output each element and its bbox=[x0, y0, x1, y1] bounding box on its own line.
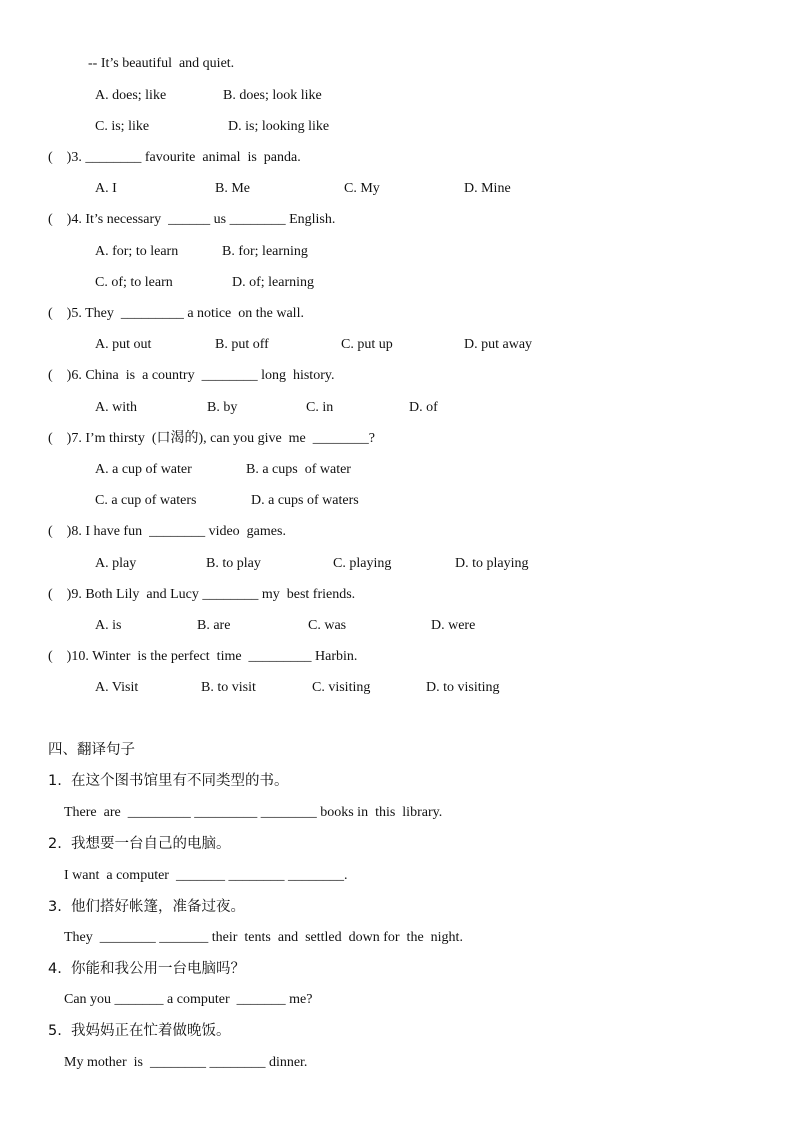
option-b: B. to play bbox=[206, 556, 261, 571]
question-9: ( )9. Both Lily and Lucy ________ my best friends. bbox=[48, 587, 356, 602]
option-b: B. a cups of water bbox=[246, 462, 351, 477]
option-d: D. of; learning bbox=[232, 275, 315, 290]
question-8: ( )8. I have fun ________ video games. bbox=[48, 524, 286, 539]
option-a: A. does; like bbox=[95, 88, 167, 103]
dialogue-answer: -- It’s beautiful and quiet. bbox=[88, 56, 235, 71]
option-a: A. for; to learn bbox=[95, 244, 179, 259]
translation-prompt-1: 1. 在这个图书馆里有不同类型的书。 bbox=[48, 773, 289, 789]
option-c: C. My bbox=[344, 181, 380, 196]
option-a: A. put out bbox=[95, 337, 152, 352]
translation-answer-3: They ________ _______ their tents and settled down for the night. bbox=[64, 930, 463, 945]
option-b: B. by bbox=[207, 400, 238, 415]
option-a: A. Visit bbox=[95, 680, 139, 695]
option-c: C. playing bbox=[333, 556, 392, 571]
option-d: D. is; looking like bbox=[228, 119, 330, 134]
section-heading: 四、翻译句子 bbox=[48, 742, 135, 758]
translation-prompt-4: 4. 你能和我公用一台电脑吗？ bbox=[48, 961, 246, 977]
translation-answer-1: There are _________ _________ ________ books in this library. bbox=[64, 805, 443, 820]
option-d: D. Mine bbox=[464, 181, 511, 196]
question-6: ( )6. China is a country ________ long history. bbox=[48, 368, 335, 383]
option-a: A. a cup of water bbox=[95, 462, 192, 477]
option-a: A. with bbox=[95, 400, 137, 415]
translation-answer-4: Can you _______ a computer _______ me? bbox=[64, 992, 313, 1007]
option-c: C. a cup of waters bbox=[95, 493, 197, 508]
option-b: B. to visit bbox=[201, 680, 256, 695]
question-5: ( )5. They _________ a notice on the wall. bbox=[48, 306, 304, 321]
option-d: D. to playing bbox=[455, 556, 529, 571]
option-b: B. does; look like bbox=[223, 88, 322, 103]
option-a: A. I bbox=[95, 181, 117, 196]
option-d: D. put away bbox=[464, 337, 533, 352]
option-d: D. a cups of waters bbox=[251, 493, 359, 508]
option-d: D. to visiting bbox=[426, 680, 500, 695]
question-7: ( )7. I’m thirsty (口渴的), can you give me ________? bbox=[48, 431, 375, 446]
question-10: ( )10. Winter is the perfect time _________ Harbin. bbox=[48, 649, 358, 664]
option-b: B. put off bbox=[215, 337, 269, 352]
translation-prompt-2: 2. 我想要一台自己的电脑。 bbox=[48, 836, 231, 852]
option-b: B. are bbox=[197, 618, 231, 633]
option-a: A. is bbox=[95, 618, 122, 633]
option-c: C. was bbox=[308, 618, 347, 633]
translation-answer-5: My mother is ________ ________ dinner. bbox=[64, 1055, 308, 1070]
option-c: C. is; like bbox=[95, 119, 150, 134]
option-c: C. put up bbox=[341, 337, 393, 352]
option-c: C. in bbox=[306, 400, 334, 415]
option-d: D. of bbox=[409, 400, 438, 415]
translation-prompt-5: 5. 我妈妈正在忙着做晚饭。 bbox=[48, 1023, 231, 1039]
option-d: D. were bbox=[431, 618, 476, 633]
translation-answer-2: I want a computer _______ ________ ________. bbox=[64, 868, 348, 883]
option-c: C. of; to learn bbox=[95, 275, 173, 290]
option-b: B. for; learning bbox=[222, 244, 308, 259]
option-a: A. play bbox=[95, 556, 137, 571]
option-c: C. visiting bbox=[312, 680, 371, 695]
option-b: B. Me bbox=[215, 181, 250, 196]
question-3: ( )3. ________ favourite animal is panda. bbox=[48, 150, 301, 165]
question-4: ( )4. It’s necessary ______ us ________ English. bbox=[48, 212, 336, 227]
translation-prompt-3: 3. 他们搭好帐篷，准备过夜。 bbox=[48, 899, 246, 915]
